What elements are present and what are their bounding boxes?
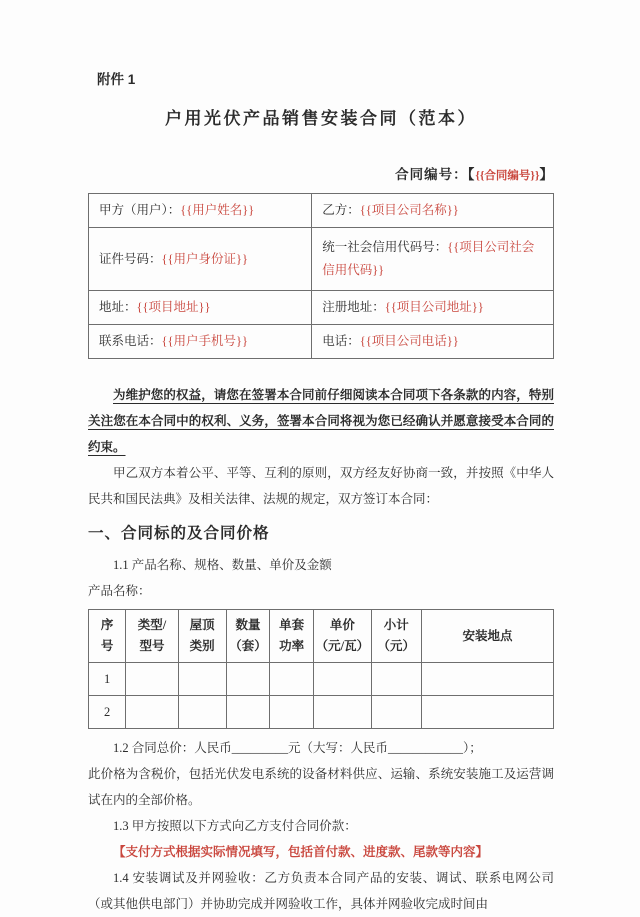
party-b-name-cell: [312, 194, 554, 228]
clause-1-3: 1.3 甲方按照以下方式向乙方支付合同价款：: [113, 819, 357, 833]
contract-number-bracket-open: 【: [467, 167, 476, 182]
contract-number-placeholder: {{合同编号}}: [475, 170, 540, 182]
column-header-index: 序 号: [89, 610, 126, 663]
column-header-roof-type: 屋顶 类别: [178, 610, 226, 663]
field-placeholder: {{项目公司地址}}: [384, 300, 484, 314]
field-label: 联系电话：: [99, 334, 162, 348]
notice-paragraph: 为维护您的权益，请您在签署本合同前仔细阅读本合同项下各条款的内容，特别关注您在本合同中的权利、义务，签署本合同将视为您已经确认并愿意接受本合同的约束。: [88, 388, 554, 454]
table-cell: [371, 663, 421, 696]
party-b-phone-cell: [312, 325, 554, 359]
table-cell: [270, 663, 314, 696]
column-header-subtotal: 小计 （元）: [371, 610, 421, 663]
section-1-heading: 一、合同标的及合同价格: [88, 525, 270, 542]
table-cell: [421, 663, 553, 696]
table-cell: [314, 663, 372, 696]
document-title: 户用光伏产品销售安装合同（范本）: [165, 109, 477, 128]
field-placeholder: {{项目公司电话}}: [359, 334, 459, 348]
field-placeholder: {{用户身份证}}: [161, 251, 249, 266]
party-b-credit-code-cell: [312, 228, 554, 291]
product-table: [88, 609, 554, 729]
table-cell: [178, 696, 226, 729]
table-row: [89, 291, 554, 325]
table-cell: 1: [89, 663, 126, 696]
table-cell: [421, 696, 553, 729]
table-cell: [126, 663, 179, 696]
party-a-name-cell: [89, 194, 312, 228]
field-placeholder: {{项目公司名称}}: [359, 203, 459, 217]
party-a-id-cell: [89, 228, 312, 291]
table-cell: [178, 663, 226, 696]
field-label: 注册地址：: [322, 300, 385, 314]
field-label: 乙方：: [322, 203, 360, 217]
attachment-label: 附件 1: [97, 72, 136, 87]
column-header-install-location: 安装地点: [421, 610, 553, 663]
clause-1-2-note: 此价格为含税价，包括光伏发电系统的设备材料供应、运输、系统安装施工及运营调试在内的全部价格。: [88, 767, 554, 807]
party-a-phone-cell: [89, 325, 312, 359]
column-header-unit-price: 单价 （元/瓦）: [314, 610, 372, 663]
table-row: [89, 228, 554, 291]
field-placeholder: {{项目地址}}: [136, 300, 211, 314]
table-row: [89, 696, 554, 729]
table-cell: [314, 696, 372, 729]
field-label: 统一社会信用代码号：: [322, 240, 448, 254]
contract-number-line: [88, 163, 554, 183]
table-row: [89, 194, 554, 228]
table-cell: [371, 696, 421, 729]
clause-1-2: 1.2 合同总价：人民币_________元（大写：人民币____________）；: [113, 741, 482, 755]
table-row: [89, 325, 554, 359]
table-cell: [270, 696, 314, 729]
table-cell: [126, 696, 179, 729]
payment-method-note: 【支付方式根据实际情况填写，包括首付款、进度款、尾款等内容】: [113, 845, 489, 859]
field-label: 甲方（用户）：: [99, 203, 181, 217]
field-placeholder: {{项目公司社会信用代码}}: [322, 240, 535, 277]
column-header-quantity: 数量 （套）: [226, 610, 270, 663]
party-a-address-cell: [89, 291, 312, 325]
preamble-paragraph: 甲乙双方本着公平、平等、互利的原则，双方经友好协商一致，并按照《中华人民共和国民法典》及相关法律、法规的规定，双方签订本合同：: [88, 466, 554, 506]
party-b-address-cell: [312, 291, 554, 325]
column-header-type-model: 类型/ 型号: [126, 610, 179, 663]
column-header-unit-power: 单套 功率: [270, 610, 314, 663]
field-placeholder: {{用户手机号}}: [161, 334, 249, 348]
field-label: 证件号码：: [99, 251, 162, 266]
table-cell: 2: [89, 696, 126, 729]
document-content: [88, 68, 554, 917]
clause-1-1: 1.1 产品名称、规格、数量、单价及金额: [113, 558, 332, 572]
contract-number-bracket-close: 】: [539, 167, 554, 182]
party-info-table: [88, 193, 554, 359]
field-label: 地址：: [99, 300, 137, 314]
clause-1-4: 1.4 安装调试及并网验收：乙方负责本合同产品的安装、调试、联系电网公司（或其他供电部门）并协助完成并网验收工作，具体并网验收完成时间由: [88, 871, 554, 911]
contract-number-label: 合同编号：: [395, 167, 468, 182]
product-table-header-row: [89, 610, 554, 663]
table-cell: [226, 696, 270, 729]
field-placeholder: {{用户姓名}}: [180, 203, 255, 217]
product-name-label: 产品名称：: [88, 584, 151, 598]
table-row: [89, 663, 554, 696]
table-cell: [226, 663, 270, 696]
field-label: 电话：: [322, 334, 360, 348]
